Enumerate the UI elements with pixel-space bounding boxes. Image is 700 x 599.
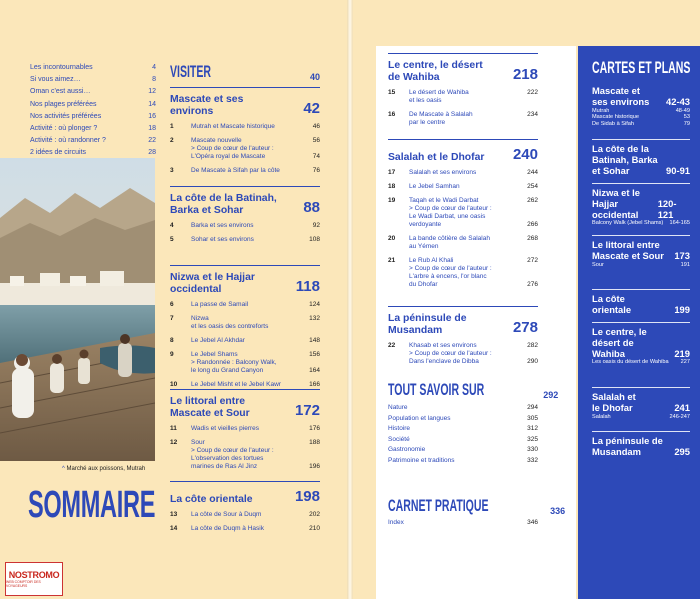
- entry-title: Taqah et le Wadi Darbat > Coup de cœur de l'auteur : Le Wadi Darbat, une oasis verdoyante: [409, 197, 492, 228]
- entry-number: 9: [170, 351, 174, 358]
- map-title: La côte de la Batinah, Barka et Sohar: [592, 143, 658, 176]
- list-item[interactable]: Nos plages préférées 14: [30, 100, 156, 108]
- map-sub-page: 191: [680, 261, 690, 268]
- entry-number: 14: [170, 525, 178, 532]
- entry-number: 7: [170, 315, 174, 322]
- toc-section: [170, 272, 320, 389]
- map-divider: [592, 431, 690, 432]
- entry-number: 15: [388, 89, 396, 96]
- map-entry[interactable]: [592, 294, 690, 316]
- entry-page: 46: [312, 123, 320, 130]
- entry-title: Le Rub Al Khali > Coup de cœur de l'auteur : L'arbre à encens, l'or blanc du Dhofar: [409, 257, 492, 288]
- section-title: Nizwa et le Hajjar occidental: [170, 272, 255, 295]
- page-title: SOMMAIRE: [28, 484, 156, 526]
- map-page: 219: [674, 347, 690, 359]
- section-divider: [388, 53, 538, 54]
- toc-entry[interactable]: [170, 425, 320, 433]
- entry-title: De Mascate à Salalah par le centre: [409, 111, 473, 126]
- map-sub-page: 79: [683, 120, 690, 127]
- entry-number: 10: [170, 381, 178, 388]
- section-page: 118: [295, 278, 320, 295]
- list-item[interactable]: Activité : où randonner ? 22: [30, 137, 156, 145]
- map-divider: [592, 387, 690, 388]
- toc-entry[interactable]: [170, 123, 320, 131]
- toc-entry[interactable]: [170, 137, 320, 161]
- map-entry[interactable]: [592, 392, 690, 420]
- section-divider: [388, 306, 538, 307]
- maps-title: CARTES ET PLANS: [592, 58, 691, 77]
- section-page: 240: [512, 146, 538, 163]
- section-page: 198: [294, 488, 320, 505]
- toc-entry[interactable]: [170, 511, 320, 519]
- entry-title: Sour > Coup de cœur de l'auteur : L'observation des tortues marines de Ras Al Jinz: [191, 439, 274, 470]
- tout-savoir-list: [388, 403, 538, 466]
- entry-title: Wadis et vieilles pierres: [191, 425, 260, 432]
- section-header[interactable]: [388, 313, 538, 336]
- entry-page: 222: [527, 89, 538, 96]
- entry-title: Khasab et ses environs > Coup de cœur de l'auteur : Dans l'enclave de Dibba: [409, 342, 492, 365]
- entry-page: 262 266: [527, 197, 538, 228]
- entry-page: 282 290: [527, 342, 538, 365]
- section-divider: [170, 481, 320, 482]
- entry-page: 202: [309, 511, 320, 518]
- entry-number: 2: [170, 137, 174, 144]
- entry-title: Barka et ses environs: [191, 222, 254, 229]
- list-item[interactable]: Activité : où plonger ? 18: [30, 125, 156, 133]
- section-title: Salalah et le Dhofar: [388, 151, 485, 163]
- toc-section: [388, 146, 538, 289]
- entry-page: 210: [309, 525, 320, 532]
- section-divider: [170, 389, 320, 390]
- map-sub-title: De Sidab à Sifah: [592, 120, 634, 127]
- entry-number: 12: [170, 439, 178, 446]
- entry-number: 6: [170, 301, 174, 308]
- map-sub-page: 246-247: [669, 413, 690, 420]
- map-page: 295: [674, 445, 690, 457]
- entry-page: 76: [312, 167, 320, 174]
- intro-list: [30, 62, 156, 160]
- toc-entry[interactable]: [388, 89, 538, 105]
- section-divider: [170, 186, 320, 187]
- entry-page: 132: [309, 315, 320, 322]
- section-page: 218: [512, 66, 538, 83]
- section-divider: [170, 87, 320, 88]
- map-sub-title: Sour: [592, 261, 604, 268]
- entry-number: 1: [170, 123, 174, 130]
- toc-entry[interactable]: [388, 257, 538, 289]
- toc-entry[interactable]: [170, 381, 320, 389]
- section-title: La péninsule de Musandam: [388, 313, 467, 336]
- section-page: 88: [303, 199, 320, 216]
- map-divider: [592, 235, 690, 236]
- entry-number: 21: [388, 257, 396, 264]
- list-item[interactable]: Société 325: [388, 435, 538, 443]
- entry-number: 3: [170, 167, 174, 174]
- map-title: Nizwa et le Hajjar occidental: [592, 187, 640, 220]
- map-divider: [592, 322, 690, 323]
- map-title: Le centre, le désert de Wahiba: [592, 326, 647, 359]
- section-header[interactable]: [388, 146, 538, 163]
- entry-title: De Mascate à Sifah par la côte: [191, 167, 280, 174]
- toc-entry[interactable]: [170, 222, 320, 230]
- toc-section: [170, 396, 320, 471]
- section-page: 278: [512, 319, 538, 336]
- section-divider: [388, 139, 538, 140]
- entry-title: Mutrah et Mascate historique: [191, 123, 275, 130]
- map-sub-entry[interactable]: [592, 114, 690, 121]
- map-divider: [592, 289, 690, 290]
- section-title: La côte orientale: [170, 493, 253, 505]
- entry-page: 56 74: [312, 137, 320, 160]
- entry-number: 5: [170, 236, 174, 243]
- publisher-logo: NOSTROMO WEB COMPTOIR DES VOYAGEURS: [5, 562, 63, 596]
- map-title: La péninsule de Musandam: [592, 435, 663, 457]
- list-item[interactable]: Les incontournables 4: [30, 64, 156, 71]
- entry-page: 176: [309, 425, 320, 432]
- visiter-header: VISITER 40: [170, 62, 320, 82]
- map-sub-page: 227: [680, 359, 690, 366]
- toc-section: [170, 94, 320, 175]
- entry-title: Le Jebel Shams > Randonnée : Balcony Walk, le long du Grand Canyon: [191, 351, 277, 374]
- toc-entry[interactable]: [170, 439, 320, 471]
- entry-title: Le Jebel Misht et le Jebel Kawr: [191, 381, 281, 388]
- toc-entry[interactable]: [170, 301, 320, 309]
- list-item[interactable]: Nature 294: [388, 404, 538, 411]
- entry-number: 8: [170, 337, 174, 344]
- toc-section: [388, 60, 538, 127]
- entry-page: 166: [309, 381, 320, 388]
- toc-entry[interactable]: [170, 315, 320, 331]
- section-title: Le littoral entre Mascate et Sour: [170, 396, 250, 419]
- entry-title: La passe de Samail: [191, 301, 249, 308]
- section-title: Mascate et ses environs: [170, 94, 244, 117]
- map-page: 90-91: [666, 164, 690, 176]
- map-sub-entry[interactable]: [592, 220, 690, 227]
- carnet-list: [388, 518, 538, 529]
- map-page: 199: [674, 303, 690, 315]
- map-sub-title: Mutrah: [592, 107, 610, 114]
- map-entry[interactable]: [592, 240, 690, 268]
- map-sub-title: Les oasis du désert de Wahiba: [592, 359, 669, 366]
- list-item[interactable]: Nos activités préférées 16: [30, 112, 156, 120]
- map-sub-page: 164-165: [669, 220, 690, 227]
- map-entry[interactable]: [592, 144, 690, 176]
- map-sub-entry[interactable]: [592, 414, 690, 421]
- entry-page: 234: [527, 111, 538, 118]
- map-page: 120-121: [657, 197, 677, 220]
- map-entry[interactable]: [592, 188, 690, 227]
- map-divider: [592, 183, 690, 184]
- toc-entry[interactable]: [170, 337, 320, 345]
- map-sub-title: Mascate historique: [592, 114, 639, 121]
- list-item[interactable]: Oman c'est aussi… 12: [30, 88, 156, 96]
- entry-number: 17: [388, 169, 396, 176]
- entry-number: 13: [170, 511, 178, 518]
- entry-number: 11: [170, 425, 177, 432]
- map-page: 42-43: [666, 95, 690, 107]
- section-page: 42: [303, 100, 320, 117]
- entry-page: 244: [527, 169, 538, 176]
- entry-page: 272 276: [527, 257, 538, 288]
- entry-title: Le désert de Wahiba et les oasis: [409, 89, 469, 104]
- map-divider: [592, 139, 690, 140]
- carnet-header: CARNET PRATIQUE 336: [388, 496, 566, 516]
- map-title: Mascate et ses environs: [592, 85, 650, 107]
- section-header[interactable]: [388, 60, 538, 83]
- section-title: Le centre, le désert de Wahiba: [388, 60, 483, 83]
- section-divider: [170, 265, 320, 266]
- map-sub-entry[interactable]: [592, 262, 690, 269]
- list-item[interactable]: 2 idées de circuits 28: [30, 149, 156, 157]
- entry-page: 148: [309, 337, 320, 344]
- entry-title: Mascate nouvelle > Coup de cœur de l'auteur : L'Opéra royal de Mascate: [191, 137, 274, 160]
- entry-page: 188 196: [309, 439, 320, 470]
- fish-market-photo: [0, 158, 155, 461]
- toc-entry[interactable]: [170, 167, 320, 175]
- toc-section: [388, 313, 538, 366]
- section-header[interactable]: [170, 396, 320, 419]
- section-title: La côte de la Batinah, Barka et Sohar: [170, 193, 277, 216]
- toc-entry[interactable]: [388, 235, 538, 251]
- list-item[interactable]: Population et langues 305: [388, 414, 538, 422]
- map-sub-page: 48-49: [675, 107, 690, 114]
- map-title: La côte orientale: [592, 293, 632, 315]
- entry-number: 16: [388, 111, 396, 118]
- entry-number: 19: [388, 197, 396, 204]
- entry-number: 22: [388, 342, 396, 349]
- toc-entry[interactable]: [388, 197, 538, 229]
- section-header[interactable]: [170, 488, 320, 505]
- section-header[interactable]: [170, 94, 320, 117]
- photo-caption: ^ Marché aux poissons, Mutrah: [62, 466, 146, 472]
- tout-savoir-header: TOUT SAVOIR SUR 292: [388, 380, 559, 400]
- map-page: 173: [674, 249, 690, 261]
- section-header[interactable]: [170, 272, 320, 295]
- entry-page: 124: [309, 301, 320, 308]
- list-item[interactable]: Gastronomie 330: [388, 446, 538, 453]
- toc-entry[interactable]: [388, 111, 538, 127]
- entry-page: 108: [309, 236, 320, 243]
- entry-title: La côte de Sour à Duqm: [191, 511, 262, 518]
- toc-section: [170, 193, 320, 244]
- map-page: 241: [674, 401, 690, 413]
- entry-page: 156 164: [309, 351, 320, 374]
- map-title: Salalah et le Dhofar: [592, 391, 636, 413]
- map-sub-entry[interactable]: [592, 121, 690, 128]
- entry-title: Salalah et ses environs: [409, 169, 477, 176]
- entry-title: Nizwa et les oasis des contreforts: [191, 315, 269, 330]
- toc-entry[interactable]: [170, 236, 320, 244]
- toc-entry[interactable]: [388, 169, 538, 177]
- map-sub-entry[interactable]: [592, 108, 690, 115]
- entry-title: Sohar et ses environs: [191, 236, 254, 243]
- entry-page: 254: [527, 183, 538, 190]
- entry-title: La bande côtière de Salalah au Yémen: [409, 235, 490, 250]
- entry-title: Le Jebel Samhan: [409, 183, 460, 190]
- map-entry[interactable]: [592, 436, 690, 458]
- toc-entry[interactable]: [388, 183, 538, 191]
- book-gutter: [347, 0, 353, 599]
- toc-entry[interactable]: [388, 342, 538, 366]
- map-entry[interactable]: [592, 86, 690, 127]
- toc-section: [170, 488, 320, 533]
- list-item[interactable]: Patrimoine et traditions 332: [388, 456, 538, 464]
- entry-number: 4: [170, 222, 174, 229]
- entry-page: 92: [312, 222, 320, 229]
- map-sub-page: 53: [683, 114, 690, 121]
- section-page: 172: [294, 402, 320, 419]
- entry-page: 268: [527, 235, 538, 242]
- entry-number: 18: [388, 183, 396, 190]
- list-item[interactable]: Index 346: [388, 519, 538, 526]
- entry-number: 20: [388, 235, 396, 242]
- map-sub-title: Balcony Walk (Jebel Shams): [592, 220, 664, 227]
- section-header[interactable]: [170, 193, 320, 216]
- map-sub-entry[interactable]: [592, 359, 690, 366]
- toc-entry[interactable]: [170, 351, 320, 375]
- entry-title: Le Jebel Al Akhdar: [191, 337, 245, 344]
- list-item[interactable]: Si vous aimez… 8: [30, 76, 156, 84]
- toc-entry[interactable]: [170, 525, 320, 533]
- map-sub-title: Salalah: [592, 413, 611, 420]
- map-title: Le littoral entre Mascate et Sour: [592, 239, 664, 261]
- list-item[interactable]: Histoire 312: [388, 425, 538, 432]
- map-entry[interactable]: [592, 327, 690, 366]
- entry-title: La côte de Duqm à Hasik: [191, 525, 264, 532]
